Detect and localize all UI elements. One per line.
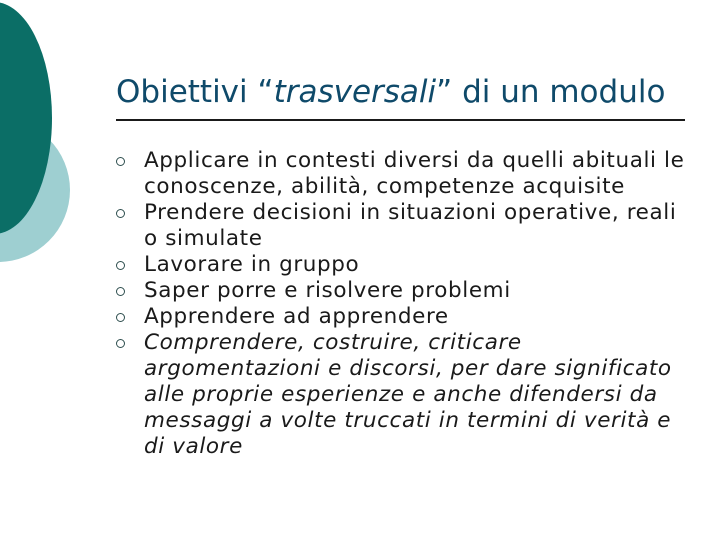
hollow-circle-icon [116, 261, 125, 270]
bullet-text: Apprendere ad apprendere [144, 304, 449, 329]
hollow-circle-icon [116, 287, 125, 296]
bullet-item [116, 200, 696, 252]
bullet-text: Comprendere, costruire, criticare argomentazioni e discorsi, per dare significato alle proprie esperienze e anche difendersi da messaggi a volte truccati in termini di verità e di valore [144, 330, 672, 459]
bullet-text: Saper porre e risolvere problemi [144, 278, 511, 303]
hollow-circle-icon [116, 157, 125, 166]
hollow-circle-icon [116, 209, 125, 218]
hollow-circle-icon [116, 339, 125, 348]
bullet-item [116, 148, 696, 200]
bullet-text: Prendere decisioni in situazioni operative, reali o simulate [144, 200, 677, 251]
bullet-list [116, 148, 696, 460]
bullet-item [116, 252, 696, 278]
bullet-text: Lavorare in gruppo [144, 252, 360, 277]
title-underline [116, 119, 685, 121]
bullet-item [116, 330, 696, 460]
hollow-circle-icon [116, 313, 125, 322]
bullet-item [116, 278, 696, 304]
decorative-circles [0, 0, 80, 300]
slide-title: Obiettivi “trasversali” di un modulo [116, 74, 666, 110]
bullet-item [116, 304, 696, 330]
bullet-text: Applicare in contesti diversi da quelli abituali le conoscenze, abilità, competenze acquisite [144, 148, 685, 199]
